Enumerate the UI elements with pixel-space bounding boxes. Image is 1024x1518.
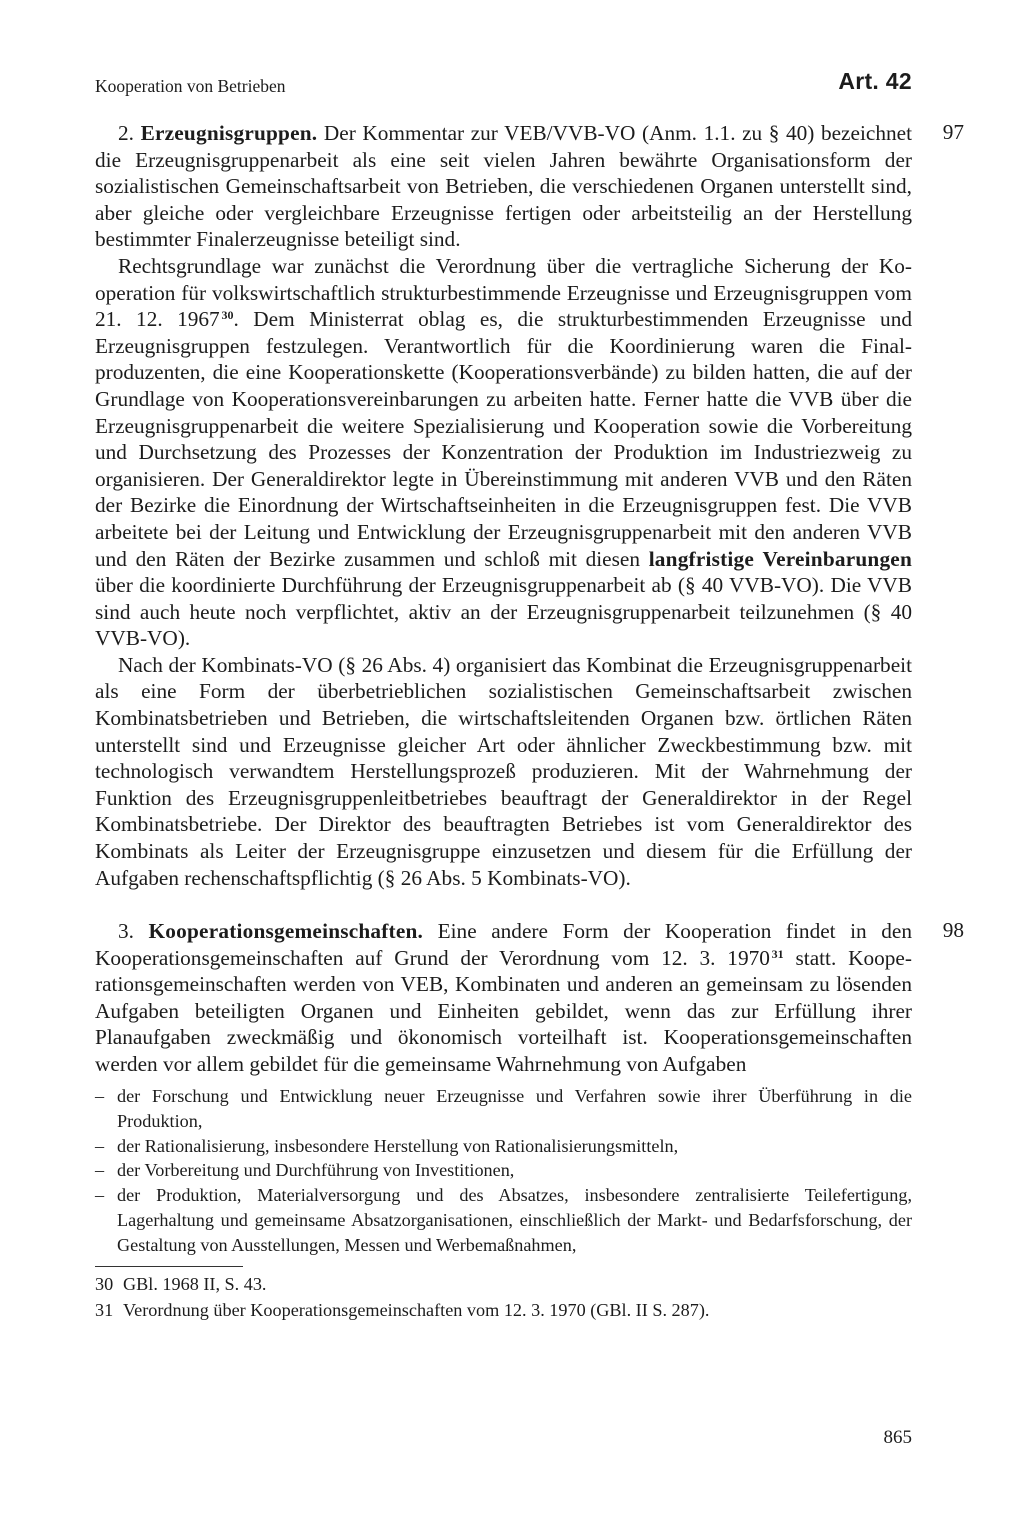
footnote-text: Verordnung über Kooperationsgemeinschaften vom 12. 3. 1970 (GBl. II S. 287). [123, 1299, 710, 1320]
paragraph [95, 918, 912, 1078]
footnote-divider [95, 1266, 243, 1267]
section-kooperationsgemeinschaften [95, 918, 912, 1078]
section-heading: Erzeugnisgruppen. [140, 121, 318, 145]
footnote-text: GBl. 1968 II, S. 43. [123, 1274, 267, 1294]
list-item: – der Rationalisierung, insbesondere Herstellung von Rationalisierungsmitteln, [95, 1134, 912, 1159]
section-heading: Kooperationsgemeinschaften. [148, 919, 424, 943]
running-head: Kooperation von Betrieben [95, 76, 286, 96]
list-item: – der Vorbereitung und Durchführung von Investitionen, [95, 1158, 912, 1183]
paragraph-text: Eine andere Form der Kooperation findet in den Kooperationsgemeinschaften auf Grund der Verordnung vom 12. 3. 1970 [95, 919, 912, 970]
footnote-number: 31 [95, 1299, 114, 1320]
margin-number-98: 98 [942, 918, 964, 942]
paragraph-text: Rechtsgrundlage war zunächst die Verordnung über die vertragliche Sicherung der Kooperation für volkswirtschaftlich strukturbestimmende Erzeugnisse und Erzeugnisgruppen vom 21. 12. 1967 [95, 253, 912, 332]
paragraph-text: Der Kommentar zur VEB/VVB-VO (Anm. 1.1. zu § 40) bezeichnet die Erzeugnisgruppenarbeit als eine seit vielen Jahren bewährte Organisationsform der sozialistischen Gemeinschaftsarbeit von Betrieben, die verschiedenen Organen unterstellt sind, aber gleiche oder vergleichbare Erzeugnisse fertigen oder arbeitsteilig an der Herstellung bestimmter Finalerzeugnisse beteiligt sind. [95, 121, 912, 252]
paragraph [95, 253, 912, 652]
paragraph-text: . Dem Ministerrat oblag es, die strukturbestimmenden Erzeugnisse und Erzeugnisgruppen festzulegen. Verantwortlich für die Koordinierung waren die Finalproduzenten, die eine Kooperationskette (Kooperationsverbände) zu bilden hatten, die auf der Grundlage von Kooperationsvereinbarungen zu arbeiten hatte. Ferner hatte die VVB über die Erzeugnisgruppenarbeit die weitere Spezialisierung und Kooperation sowie die Vorbereitung und Durchsetzung des Prozesses der Konzentration der Produktion im Industriezweig zu organisieren. Der Generaldirektor legte in Übereinstimmung mit anderen VVB und den Räten der Bezirke die Einordnung der Wirtschaftseinheiten in die Erzeugnisgruppen fest. Die VVB arbeitete bei der Leitung und Entwicklung der Erzeugnisgruppenarbeit mit den anderen VVB und den Räten der Bezirke zusammen und schloß mit diesen [95, 307, 912, 571]
paragraph-text: über die koordinierte Durchführung der Erzeugnisgruppenarbeit ab (§ 40 VVB-VO). Die VVB sind auch heute noch verpflichtet, aktiv an der Erzeugnisgruppenarbeit teilzunehmen (§ 40 VVB-VO). [95, 573, 912, 651]
paragraph-text: Nach der Kombinats-VO (§ 26 Abs. 4) organisiert das Kombinat die Erzeugnisgruppenarbeit als eine Form der überbetrieblichen sozialistischen Gemeinschaftsarbeit zwischen Kombinatsbetrieben und Betrieben, die wirtschaftsleitenden Organen bzw. örtlichen Räten unterstellt sind und Erzeugnisse gleicher Art oder ähnlicher Zweckbestimmung bzw. mit technologisch verwandtem Herstellungsprozeß produzieren. Mit der Wahrnehmung der Funktion des Erzeugnisgruppenleitbetriebes beauftragt der Generaldirektor in der Regel Kombinatsbetriebe. Der Direktor des beauftragten Betriebes ist vom Generaldirektor des Kombinats als Leiter der Erzeugnisgruppe einzusetzen und diesem für die Erfüllung der Aufgaben rechenschaftspflichtig (§ 26 Abs. 5 Kombinats-VO). [95, 652, 912, 890]
task-list [95, 1084, 912, 1258]
list-item: – der Forschung und Entwicklung neuer Erzeugnisse und Verfahren sowie ihrer Überführung in die Produktion, [95, 1084, 912, 1134]
footnote-ref-31: 31 [771, 946, 784, 961]
margin-number-97: 97 [942, 120, 964, 144]
footnote-30 [95, 1272, 912, 1298]
article-label: Art. 42 [838, 68, 912, 94]
paragraph-text: statt. Kooperationsgemeinschaften werden von VEB, Kombinaten und anderen an gemeinsam zu lösenden Aufgaben beteiligten Organen und Einheiten gebildet, wenn das zur Erfüllung ihrer Planaufgaben zweckmäßig und ökonomisch vorteilhaft ist. Kooperationsgemeinschaften werden vor allem gebildet für die gemeinsame Wahrnehmung von Aufgaben [95, 945, 912, 1076]
list-item: – der Produktion, Materialversorgung und des Absatzes, insbesondere zentralisierte Teilefertigung, Lagerhaltung und gemeinsame Absatzorganisationen, einschließlich der Markt- und Bedarfsforschung, der Gestaltung von Ausstellungen, Messen und Werbemaßnahmen, [95, 1183, 912, 1257]
section-number: 2. [118, 121, 134, 145]
section-number: 3. [118, 919, 134, 943]
bold-term: langfristige Vereinbarungen [648, 546, 913, 571]
footnote-ref-30: 30 [221, 308, 234, 323]
page-number: 865 [883, 1427, 912, 1448]
section-erzeugnisgruppen [95, 120, 912, 891]
paragraph [95, 120, 912, 253]
paragraph [95, 652, 912, 891]
footnote-number: 30 [95, 1274, 114, 1294]
footnotes [95, 1272, 912, 1323]
footnote-31 [95, 1298, 912, 1324]
